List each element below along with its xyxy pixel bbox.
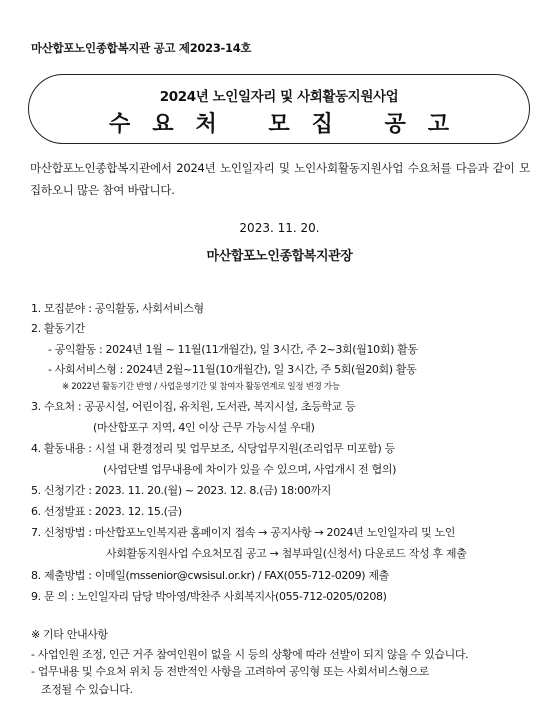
title-main: 수요처 모집 공고 <box>108 112 472 137</box>
title-subtitle: 2024년 노인일자리 및 사회활동지원사업 <box>159 89 399 105</box>
item-3-demand-site: 3. 수요처 : 공공시설, 어린이집, 유치원, 도서관, 복지시설, 초등학교 등 <box>31 400 356 413</box>
item-4-activity: 4. 활동내용 : 시설 내 환경정리 및 업무보조, 식당업무지원(조리업무 미포함) 등 <box>31 442 395 455</box>
notice-date: 2023. 11. 20. <box>239 221 320 235</box>
item-2-period-heading: 2. 활동기간 <box>31 322 86 335</box>
item-5-apply-period: 5. 신청기간 : 2023. 11. 20.(월) ~ 2023. 12. 8.(금) 18:00까지 <box>31 484 332 497</box>
etc-heading: ※ 기타 안내사항 <box>31 628 108 641</box>
item-7-apply-method: 7. 신청방법 : 마산합포노인복지관 홈페이지 접속 → 공지사항 → 2024년 노인일자리 및 노인 <box>31 526 456 539</box>
etc-note-1: - 사업인원 조정, 인근 거주 참여인원이 없을 시 등의 상황에 따라 선발이 되지 않을 수 있습니다. <box>31 648 469 661</box>
item-4-note: (사업단별 업무내용에 차이가 있을 수 있으며, 사업개시 전 협의) <box>103 463 397 476</box>
item-6-announcement: 6. 선정발표 : 2023. 12. 15.(금) <box>31 505 182 518</box>
etc-note-2: - 업무내용 및 수요처 위치 등 전반적인 사항을 고려하여 공익형 또는 사회서비스형으로 <box>31 665 429 678</box>
notice-number: 마산합포노인종합복지관 공고 제2023-14호 <box>31 41 252 55</box>
item-2-public-activity: - 공익활동 : 2024년 1월 ~ 11월(11개월간), 일 3시간, 주 2~3회(월10회) 활동 <box>48 343 418 356</box>
organization-name: 마산합포노인종합복지관장 <box>206 249 353 264</box>
etc-note-2-continued: 조정될 수 있습니다. <box>41 683 133 696</box>
item-1-recruit-field: 1. 모집분야 : 공익활동, 사회서비스형 <box>31 302 204 315</box>
item-3-note: (마산합포구 지역, 4인 이상 근무 가능시설 우대) <box>93 421 315 434</box>
item-7-continued: 사회활동지원사업 수요처모집 공고 → 첨부파일(신청서) 다운로드 작성 후 제출 <box>106 547 467 560</box>
item-8-submit-method: 8. 제출방법 : 이메일(mssenior@cwsisul.or.kr) / FAX(055-712-0209) 제출 <box>31 569 389 582</box>
intro-paragraph: 마산합포노인종합복지관에서 2024년 노인일자리 및 노인사회활동지원사업 수요처를 다음과 같이 모집하오니 많은 참여 바랍니다. <box>30 161 530 197</box>
item-2-social-service: - 사회서비스형 : 2024년 2월~11월(10개월간), 일 3시간, 주 5회(월20회) 활동 <box>48 363 417 376</box>
title-box <box>28 74 530 144</box>
item-2-note: ※ 2022년 활동기간 반영 / 사업운영기간 및 참여자 활동연계로 일정 변경 가능 <box>62 382 340 392</box>
item-9-contact: 9. 문 의 : 노인일자리 담당 박아영/박찬주 사회복지사(055-712-0205/0208) <box>31 590 387 603</box>
